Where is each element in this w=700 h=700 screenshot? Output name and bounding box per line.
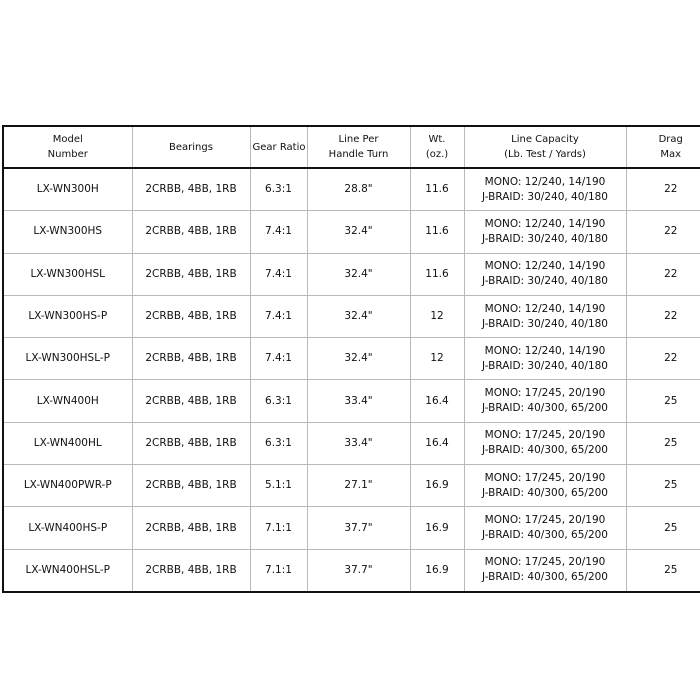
cell-drag-max: 25	[626, 507, 700, 549]
cell-bearings: 2CRBB, 4BB, 1RB	[132, 549, 250, 592]
cell-drag-max: 22	[626, 253, 700, 295]
table-row	[3, 211, 700, 253]
cell-gear-ratio: 7.1:1	[250, 507, 307, 549]
cell-weight: 11.6	[410, 211, 464, 253]
cell-line-capacity	[464, 338, 626, 380]
cell-drag-max: 25	[626, 465, 700, 507]
cell-gear-ratio: 7.4:1	[250, 295, 307, 337]
cell-line-capacity	[464, 211, 626, 253]
capacity-mono: MONO: 17/245, 20/190	[484, 387, 606, 400]
cell-line-per-turn: 32.4"	[307, 295, 410, 337]
cell-drag-max: 25	[626, 422, 700, 464]
cell-line-capacity	[464, 168, 626, 211]
cell-line-per-turn: 32.4"	[307, 211, 410, 253]
table-row	[3, 507, 700, 549]
cell-line-capacity	[464, 422, 626, 464]
cell-weight: 11.6	[410, 253, 464, 295]
table-row	[3, 295, 700, 337]
cell-gear-ratio: 7.1:1	[250, 549, 307, 592]
cell-gear-ratio: 6.3:1	[250, 168, 307, 211]
header-line-capacity: Line Capacity (Lb. Test / Yards)	[464, 126, 626, 168]
cell-line-per-turn: 37.7"	[307, 549, 410, 592]
capacity-braid: J-BRAID: 40/300, 65/200	[481, 529, 608, 542]
reel-spec-table	[2, 125, 700, 593]
cell-gear-ratio: 6.3:1	[250, 380, 307, 422]
header-model: Model Number	[3, 126, 132, 168]
cell-drag-max: 22	[626, 295, 700, 337]
capacity-mono: MONO: 12/240, 14/190	[484, 175, 606, 188]
table-row	[3, 168, 700, 211]
cell-line-per-turn: 32.4"	[307, 253, 410, 295]
capacity-mono: MONO: 12/240, 14/190	[484, 217, 606, 230]
cell-line-capacity	[464, 380, 626, 422]
cell-model: LX-WN300HSL	[3, 253, 132, 295]
cell-model: LX-WN400PWR-P	[3, 465, 132, 507]
cell-bearings: 2CRBB, 4BB, 1RB	[132, 465, 250, 507]
cell-drag-max: 25	[626, 380, 700, 422]
cell-line-per-turn: 33.4"	[307, 422, 410, 464]
table-row	[3, 338, 700, 380]
cell-weight: 12	[410, 338, 464, 380]
cell-bearings: 2CRBB, 4BB, 1RB	[132, 422, 250, 464]
capacity-braid: J-BRAID: 30/240, 40/180	[481, 232, 608, 245]
cell-gear-ratio: 7.4:1	[250, 253, 307, 295]
capacity-braid: J-BRAID: 40/300, 65/200	[481, 444, 608, 457]
cell-drag-max: 22	[626, 338, 700, 380]
capacity-braid: J-BRAID: 30/240, 40/180	[481, 359, 608, 372]
capacity-braid: J-BRAID: 30/240, 40/180	[481, 190, 608, 203]
cell-drag-max: 22	[626, 211, 700, 253]
cell-line-per-turn: 37.7"	[307, 507, 410, 549]
capacity-braid: J-BRAID: 30/240, 40/180	[481, 317, 608, 330]
header-drag-max: Drag Max	[626, 126, 700, 168]
cell-line-per-turn: 32.4"	[307, 338, 410, 380]
cell-line-capacity	[464, 549, 626, 592]
capacity-braid: J-BRAID: 40/300, 65/200	[481, 486, 608, 499]
cell-bearings: 2CRBB, 4BB, 1RB	[132, 507, 250, 549]
cell-bearings: 2CRBB, 4BB, 1RB	[132, 338, 250, 380]
cell-model: LX-WN400HS-P	[3, 507, 132, 549]
cell-line-capacity	[464, 507, 626, 549]
cell-model: LX-WN300HS-P	[3, 295, 132, 337]
table-body	[3, 168, 700, 592]
cell-line-capacity	[464, 253, 626, 295]
header-row	[3, 126, 700, 168]
header-line-per-turn: Line Per Handle Turn	[307, 126, 410, 168]
table-row	[3, 422, 700, 464]
table-row	[3, 465, 700, 507]
cell-drag-max: 25	[626, 549, 700, 592]
header-weight: Wt. (oz.)	[410, 126, 464, 168]
cell-bearings: 2CRBB, 4BB, 1RB	[132, 253, 250, 295]
cell-bearings: 2CRBB, 4BB, 1RB	[132, 168, 250, 211]
cell-weight: 12	[410, 295, 464, 337]
cell-model: LX-WN400H	[3, 380, 132, 422]
cell-model: LX-WN300H	[3, 168, 132, 211]
capacity-mono: MONO: 17/245, 20/190	[484, 514, 606, 527]
header-gear-ratio: Gear Ratio	[250, 126, 307, 168]
cell-model: LX-WN400HL	[3, 422, 132, 464]
cell-bearings: 2CRBB, 4BB, 1RB	[132, 295, 250, 337]
table-row	[3, 380, 700, 422]
table-row	[3, 549, 700, 592]
cell-model: LX-WN300HS	[3, 211, 132, 253]
cell-line-per-turn: 27.1"	[307, 465, 410, 507]
cell-weight: 16.4	[410, 380, 464, 422]
cell-weight: 16.4	[410, 422, 464, 464]
capacity-mono: MONO: 17/245, 20/190	[484, 429, 606, 442]
cell-gear-ratio: 7.4:1	[250, 211, 307, 253]
header-bearings: Bearings	[132, 126, 250, 168]
cell-model: LX-WN300HSL-P	[3, 338, 132, 380]
cell-bearings: 2CRBB, 4BB, 1RB	[132, 380, 250, 422]
cell-drag-max: 22	[626, 168, 700, 211]
capacity-mono: MONO: 17/245, 20/190	[484, 556, 606, 569]
cell-line-capacity	[464, 465, 626, 507]
table-row	[3, 253, 700, 295]
cell-weight: 11.6	[410, 168, 464, 211]
cell-gear-ratio: 5.1:1	[250, 465, 307, 507]
cell-weight: 16.9	[410, 549, 464, 592]
capacity-braid: J-BRAID: 40/300, 65/200	[481, 402, 608, 415]
capacity-mono: MONO: 12/240, 14/190	[484, 260, 606, 273]
cell-gear-ratio: 6.3:1	[250, 422, 307, 464]
capacity-mono: MONO: 12/240, 14/190	[484, 344, 606, 357]
cell-model: LX-WN400HSL-P	[3, 549, 132, 592]
capacity-mono: MONO: 12/240, 14/190	[484, 302, 606, 315]
cell-bearings: 2CRBB, 4BB, 1RB	[132, 211, 250, 253]
capacity-mono: MONO: 17/245, 20/190	[484, 471, 606, 484]
cell-gear-ratio: 7.4:1	[250, 338, 307, 380]
cell-line-per-turn: 28.8"	[307, 168, 410, 211]
capacity-braid: J-BRAID: 30/240, 40/180	[481, 275, 608, 288]
cell-line-capacity	[464, 295, 626, 337]
cell-weight: 16.9	[410, 465, 464, 507]
cell-weight: 16.9	[410, 507, 464, 549]
cell-line-per-turn: 33.4"	[307, 380, 410, 422]
capacity-braid: J-BRAID: 40/300, 65/200	[481, 571, 608, 584]
